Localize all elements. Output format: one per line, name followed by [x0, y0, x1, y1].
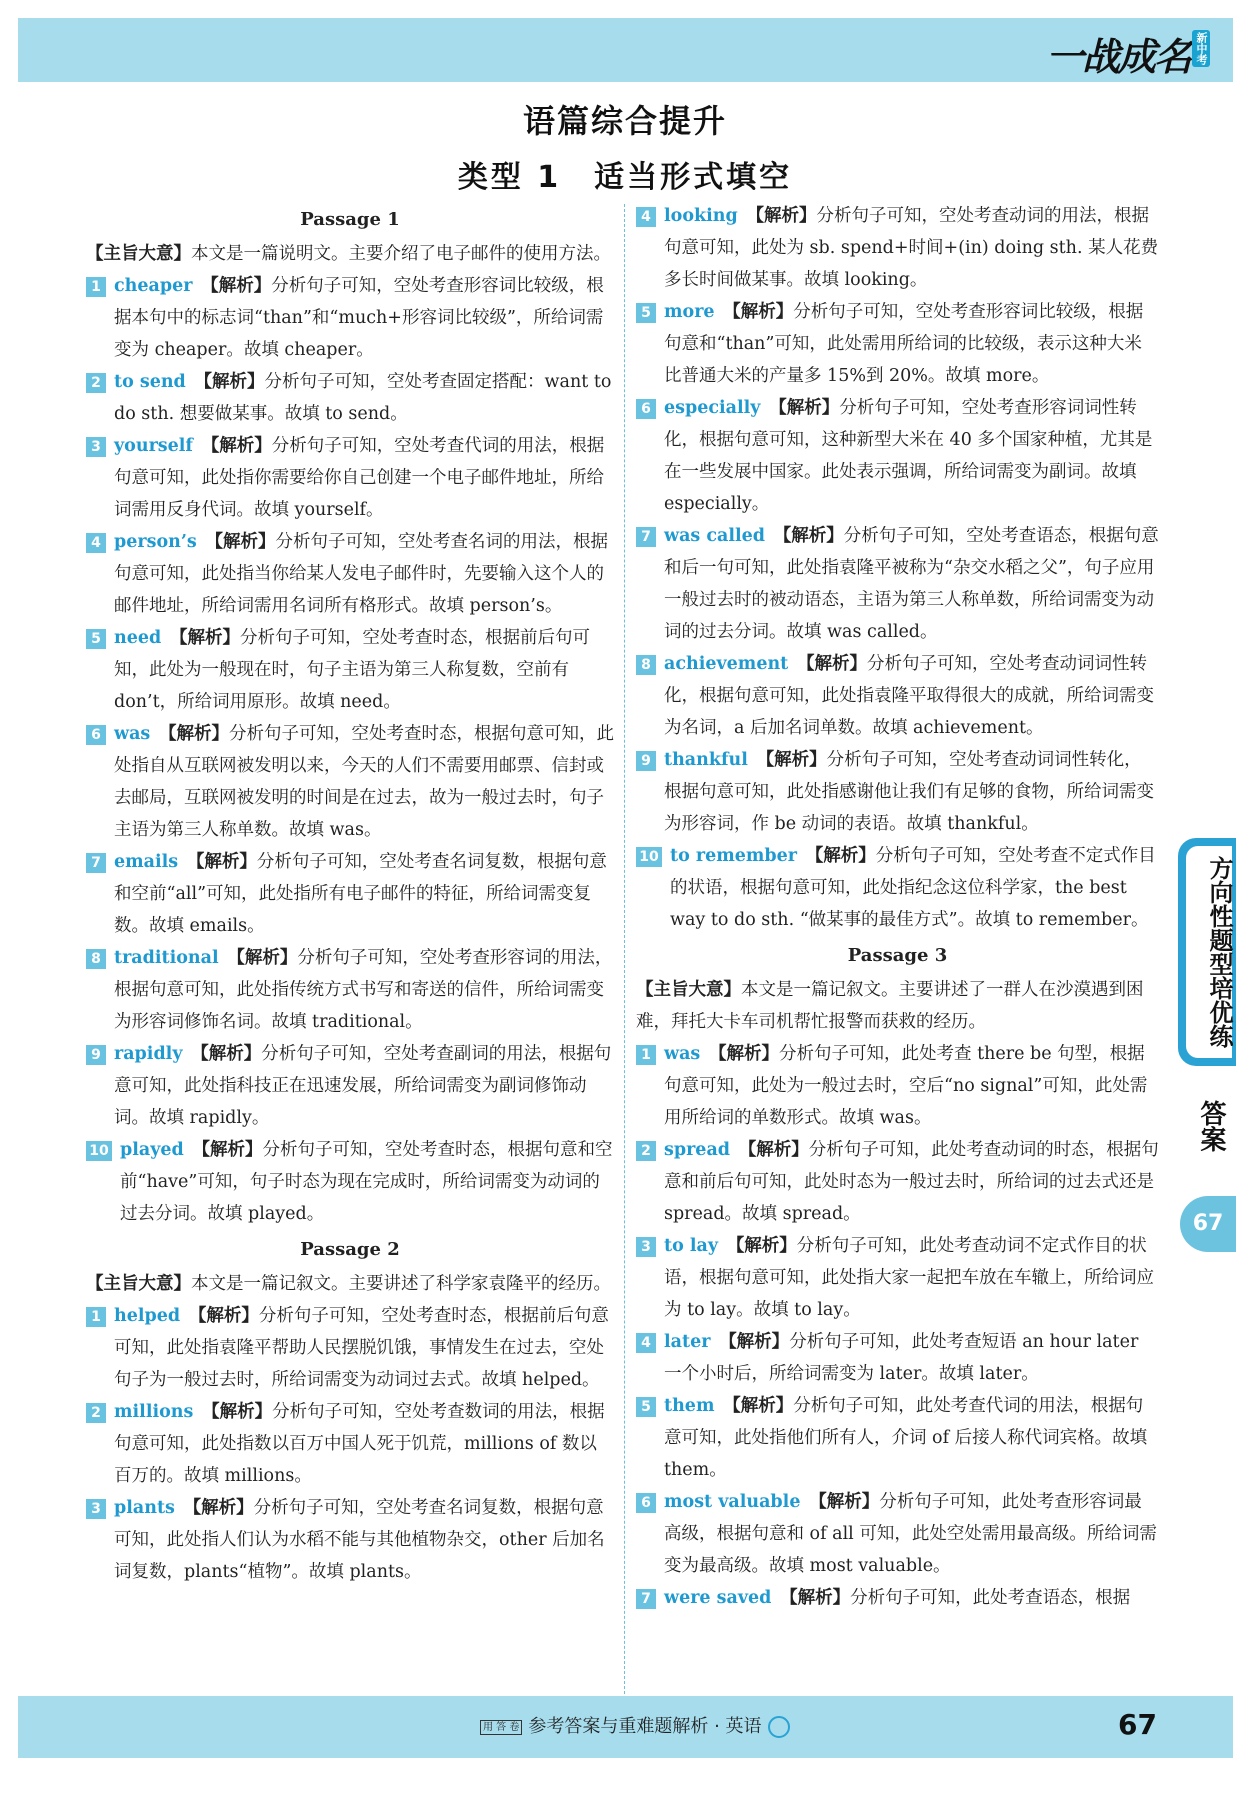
- right-column: [636, 200, 1159, 1614]
- analysis-label: 【解析】: [727, 1332, 790, 1352]
- passage-1-summary: [86, 238, 614, 270]
- analysis-text: 分析句子可知，空处考查形容词比较级，根据本句中的标志词“than”和“much+形容词比较级”，所给词需变为 cheaper。故填 cheaper。: [114, 276, 604, 360]
- analysis-label: 【解析】: [765, 750, 827, 770]
- item-number: 4: [636, 207, 656, 227]
- answer-item: [86, 1396, 614, 1492]
- item-number: 2: [636, 1141, 656, 1161]
- page-number: 67: [1118, 1708, 1157, 1741]
- analysis-text: 分析句子可知，此处考查语态，根据: [850, 1588, 1131, 1608]
- answer-word: to remember: [670, 846, 797, 866]
- summary-tag: 【主旨大意】: [86, 1274, 191, 1294]
- left-column: [86, 200, 614, 1588]
- answer-word: them: [664, 1396, 715, 1416]
- answer-word: most valuable: [664, 1492, 801, 1512]
- analysis-text: 分析句子可知，空处考查固定搭配：want to do sth. 想要做某事。故填 to send。: [114, 372, 612, 424]
- answer-item: [86, 942, 614, 1038]
- analysis-label: 【解析】: [817, 1492, 880, 1512]
- answer-item: [86, 1492, 614, 1588]
- item-number: 3: [86, 1499, 106, 1519]
- analysis-label: 【解析】: [210, 1402, 273, 1422]
- item-number: 10: [636, 847, 662, 867]
- item-number: 8: [86, 949, 106, 969]
- answer-word: more: [664, 302, 715, 322]
- analysis-text: 分析句子可知，此处考查 there be 句型，根据句意可知，此处为一般过去时，空后“no signal”可知，此处需用所给词的单数形式。故填 was。: [664, 1044, 1148, 1128]
- item-number: 10: [86, 1141, 112, 1161]
- summary-tag: 【主旨大意】: [636, 980, 741, 1000]
- summary-text: 本文是一篇记叙文。主要讲述了一群人在沙漠遇到困难，拜托大卡车司机帮忙报警而获救的经历。: [636, 980, 1144, 1032]
- analysis-label: 【解析】: [782, 526, 844, 546]
- answer-label: 答案: [1196, 1100, 1226, 1152]
- answer-item: [86, 718, 614, 846]
- item-number: 8: [636, 655, 656, 675]
- analysis-label: 【解析】: [731, 1396, 794, 1416]
- answer-word: helped: [114, 1306, 181, 1326]
- answer-word: looking: [664, 206, 738, 226]
- analysis-label: 【解析】: [167, 724, 230, 744]
- answer-word: rapidly: [114, 1044, 183, 1064]
- analysis-label: 【解析】: [200, 1044, 262, 1064]
- analysis-text: 分析句子可知，空处考查时态，根据句意和空前“have”可知，句子时态为现在完成时，所给词需变为动词的过去分词。故填 played。: [120, 1140, 613, 1224]
- analysis-text: 分析句子可知，空处考查形容词比较级，根据句意和“than”可知，此处需用所给词的比较级，表示这种大米比普通大米的产量多 15%到 20%。故填 more。: [664, 302, 1144, 386]
- answer-item: [86, 1300, 614, 1396]
- answer-item: [86, 1038, 614, 1134]
- answer-word: plants: [114, 1498, 175, 1518]
- footer: [480, 1712, 790, 1738]
- summary-text: 本文是一篇记叙文。主要讲述了科学家袁隆平的经历。: [191, 1274, 611, 1294]
- analysis-text: 分析句子可知，空处考查形容词词性转化，根据句意可知，这种新型大米在 40 多个国家种植，尤其是在一些发展中国家。此处表示强调，所给词需变为副词。故填 especially。: [664, 398, 1153, 514]
- answer-word: traditional: [114, 948, 219, 968]
- analysis-text: 分析句子可知，空处考查语态，根据句意和后一句可知，此处指袁隆平被称为“杂交水稻之父”，句子应用一般过去时的被动语态，主语为第三人称单数，所给词需变为动词的过去分词。故填 was called。: [664, 526, 1159, 642]
- analysis-text: 分析句子可知，此处考查代词的用法，根据句意可知，此处指他们所有人，介词 of 后接人称代词宾格。故填 them。: [664, 1396, 1148, 1480]
- passage-3-title: Passage 3: [847, 945, 948, 966]
- answer-word: were saved: [664, 1588, 772, 1608]
- item-number: 6: [636, 1493, 656, 1513]
- analysis-text: 分析句子可知，此处考查形容词最高级，根据句意和 of all 可知，此处空处需用最高级。所给词需变为最高级。故填 most valuable。: [664, 1492, 1157, 1576]
- page-title: 语篇综合提升: [522, 102, 727, 140]
- answer-item: [636, 392, 1159, 520]
- answer-word: to lay: [664, 1236, 719, 1256]
- analysis-label: 【解析】: [210, 436, 272, 456]
- item-number: 2: [86, 1403, 106, 1423]
- answer-item: [636, 1390, 1159, 1486]
- answer-item: [636, 520, 1159, 648]
- answer-item: [636, 296, 1159, 392]
- analysis-text: 分析句子可知，空处考查不定式作目的状语，根据句意可知，此处指纪念这位科学家，the best way to do sth. “做某事的最佳方式”。故填 to remember。: [670, 846, 1156, 930]
- item-number: 1: [636, 1045, 656, 1065]
- answer-item: [636, 840, 1159, 936]
- analysis-text: 分析句子可知，空处考查副词的用法，根据句意可知，此处指科技正在迅速发展，所给词需变为副词修饰动词。故填 rapidly。: [114, 1044, 612, 1128]
- answer-word: later: [664, 1332, 711, 1352]
- passage-2-title: Passage 2: [300, 1239, 400, 1260]
- analysis-text: 分析句子可知，空处考查数词的用法，根据句意可知，此处指数以百万中国人死于饥荒，millions of 数以百万的。故填 millions。: [114, 1402, 605, 1486]
- analysis-label: 【解析】: [732, 302, 794, 322]
- side-page-number: 67: [1180, 1196, 1236, 1252]
- item-number: 9: [636, 751, 656, 771]
- answer-word: was called: [664, 526, 766, 546]
- item-number: 5: [86, 629, 106, 649]
- analysis-text: 分析句子可知，空处考查形容词的用法，根据句意可知，此处指传统方式书写和寄送的信件，所给词需变为形容词修饰名词。故填 traditional。: [114, 948, 613, 1032]
- answer-item: [86, 846, 614, 942]
- analysis-label: 【解析】: [755, 206, 817, 226]
- passage-3-answers: [636, 1038, 1159, 1614]
- analysis-text: 分析句子可知，空处考查代词的用法，根据句意可知，此处指你需要给你自己创建一个电子邮件地址，所给词需用反身代词。故填 yourself。: [114, 436, 605, 520]
- passage-1-answers: [86, 270, 614, 1230]
- answer-word: to send: [114, 372, 186, 392]
- analysis-label: 【解析】: [236, 948, 298, 968]
- answer-item: [636, 1038, 1159, 1134]
- answer-word: was: [114, 724, 151, 744]
- footer-mark: 用 答 卷: [480, 1720, 522, 1735]
- item-number: 3: [86, 437, 106, 457]
- answer-item: [636, 1582, 1159, 1614]
- analysis-label: 【解析】: [788, 1588, 851, 1608]
- analysis-label: 【解析】: [192, 1498, 254, 1518]
- answer-item: [636, 1230, 1159, 1326]
- brand-badge: 新中考: [1192, 30, 1210, 67]
- answer-word: achievement: [664, 654, 789, 674]
- answer-word: played: [120, 1140, 184, 1160]
- analysis-label: 【解析】: [814, 846, 876, 866]
- item-number: 1: [86, 1307, 106, 1327]
- answer-item: [86, 526, 614, 622]
- item-number: 3: [636, 1237, 656, 1257]
- item-number: 7: [86, 853, 106, 873]
- analysis-label: 【解析】: [777, 398, 840, 418]
- analysis-text: 分析句子可知，空处考查名词的用法，根据句意可知，此处指当你给某人发电子邮件时，先要输入这个人的邮件地址，所给词需用名词所有格形式。故填 person’s。: [114, 532, 609, 616]
- column-divider: [624, 204, 625, 1704]
- answer-word: emails: [114, 852, 179, 872]
- item-number: 2: [86, 373, 106, 393]
- brand-logo: [1046, 26, 1210, 81]
- summary-text: 本文是一篇说明文。主要介绍了电子邮件的使用方法。: [191, 244, 611, 264]
- summary-tag: 【主旨大意】: [86, 244, 191, 264]
- answer-word: need: [114, 628, 162, 648]
- passage-1-title: Passage 1: [300, 209, 400, 230]
- analysis-text: 分析句子可知，空处考查时态，根据前后句可知，此处为一般现在时，句子主语为第三人称复数，空前有 don’t，所给词用原形。故填 need。: [114, 628, 590, 712]
- analysis-text: 分析句子可知，空处考查动词词性转化，根据句意可知，此处指袁隆平取得很大的成就，所给词需变为名词，a 后加名词单数。故填 achievement。: [664, 654, 1154, 738]
- analysis-label: 【解析】: [197, 1306, 259, 1326]
- analysis-text: 分析句子可知，空处考查名词复数，根据句意可知，此处指人们认为水稻不能与其他植物杂交，other 后加名词复数，plants“植物”。故填 plants。: [114, 1498, 605, 1582]
- item-number: 7: [636, 527, 656, 547]
- footer-title: 参考答案与重难题解析 · 英语: [528, 1716, 762, 1737]
- analysis-text: 分析句子可知，空处考查时态，根据句意可知，此处指自从互联网被发明以来，今天的人们不需要用邮票、信封或去邮局，互联网被发明的时间是在过去，故为一般过去时，句子主语为第三人称单数。故填 was。: [114, 724, 615, 840]
- analysis-label: 【解析】: [735, 1236, 797, 1256]
- passage-2-answers-continued: [636, 200, 1159, 936]
- item-number: 1: [86, 277, 106, 297]
- answer-word: especially: [664, 398, 761, 418]
- analysis-label: 【解析】: [214, 532, 276, 552]
- analysis-text: 分析句子可知，空处考查名词复数，根据句意和空前“all”可知，此处指所有电子邮件的特征，所给词需变复数。故填 emails。: [114, 852, 607, 936]
- analysis-label: 【解析】: [717, 1044, 780, 1064]
- item-number: 9: [86, 1045, 106, 1065]
- answer-item: [636, 200, 1159, 296]
- analysis-label: 【解析】: [195, 852, 257, 872]
- analysis-label: 【解析】: [203, 372, 265, 392]
- answer-word: person’s: [114, 532, 197, 552]
- analysis-label: 【解析】: [201, 1140, 263, 1160]
- answer-word: millions: [114, 1402, 194, 1422]
- answer-item: [86, 366, 614, 430]
- analysis-label: 【解析】: [747, 1140, 809, 1160]
- answer-word: thankful: [664, 750, 748, 770]
- answer-item: [636, 1326, 1159, 1390]
- answer-item: [86, 270, 614, 366]
- search-icon: [768, 1716, 790, 1738]
- passage-2-answers: [86, 1300, 614, 1588]
- analysis-text: 分析句子可知，此处考查短语 an hour later 一个小时后，所给词需变为 later。故填 later。: [664, 1332, 1139, 1384]
- answer-item: [86, 430, 614, 526]
- analysis-label: 【解析】: [209, 276, 272, 296]
- analysis-text: 分析句子可知，此处考查动词不定式作目的状语，根据句意可知，此处指大家一起把车放在车辙上，所给词应为 to lay。故填 to lay。: [664, 1236, 1154, 1320]
- analysis-text: 分析句子可知，空处考查动词词性转化，根据句意可知，此处指感谢他让我们有足够的食物，所给词需变为形容词，作 be 动词的表语。故填 thankful。: [664, 750, 1154, 834]
- item-number: 5: [636, 303, 656, 323]
- section-title: 类型 1 适当形式填空: [457, 160, 793, 195]
- item-number: 7: [636, 1589, 656, 1609]
- item-number: 4: [86, 533, 106, 553]
- answer-word: was: [664, 1044, 701, 1064]
- answer-item: [636, 1134, 1159, 1230]
- answer-word: cheaper: [114, 276, 193, 296]
- side-tab-label: 方向性题型培优练: [1186, 846, 1232, 1058]
- answer-item: [636, 744, 1159, 840]
- answer-word: spread: [664, 1140, 731, 1160]
- item-number: 6: [86, 725, 106, 745]
- passage-2-summary: [86, 1268, 614, 1300]
- analysis-text: 分析句子可知，此处考查动词的时态，根据句意和前后句可知，此处时态为一般过去时，所给词的过去式还是 spread。故填 spread。: [664, 1140, 1159, 1224]
- analysis-text: 分析句子可知，空处考查动词的用法，根据句意可知，此处为 sb. spend+时间+(in) doing sth. 某人花费多长时间做某事。故填 looking。: [664, 206, 1159, 290]
- analysis-label: 【解析】: [178, 628, 240, 648]
- answer-item: [86, 1134, 614, 1230]
- answer-item: [636, 1486, 1159, 1582]
- analysis-label: 【解析】: [805, 654, 868, 674]
- answer-item: [636, 648, 1159, 744]
- answer-item: [86, 622, 614, 718]
- item-number: 6: [636, 399, 656, 419]
- passage-3-summary: [636, 974, 1159, 1038]
- item-number: 5: [636, 1397, 656, 1417]
- analysis-text: 分析句子可知，空处考查时态，根据前后句意可知，此处指袁隆平帮助人民摆脱饥饿，事情发生在过去，空处句子为一般过去时，所给词需变为动词过去式。故填 helped。: [114, 1306, 609, 1390]
- item-number: 4: [636, 1333, 656, 1353]
- answer-word: yourself: [114, 436, 193, 456]
- brand-name: 一战成名: [1045, 35, 1190, 79]
